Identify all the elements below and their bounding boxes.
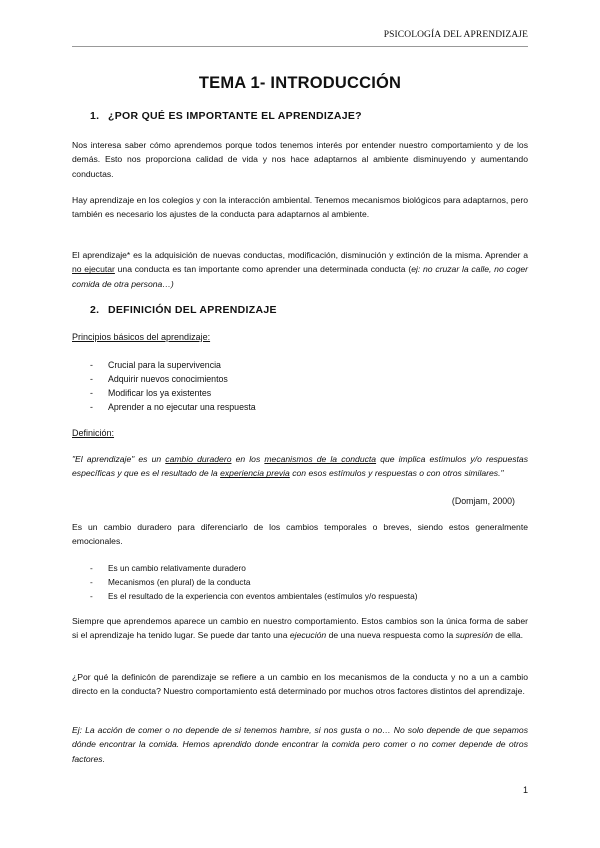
section1-paragraph-1: Nos interesa saber cómo aprendemos porque todos tenemos interés por entender nuestro comportamiento y de los demás. Esto nos proporciona calidad de vida y nos hace adaptarnos al ambiente disminuyendo y aumentando conductas.	[72, 140, 528, 179]
list-item: - Mecanismos (en plural) de la conducta	[90, 575, 417, 589]
list-item: - Aprender a no ejecutar una respuesta	[90, 400, 256, 414]
question-paragraph: ¿Por qué la definicón de parendizaje se refiere a un cambio en los mecanismos de la conducta y no a un a cambio directo en la conducta? Nuestro comportamiento está determinado por muchos otros factores distintos del aprendizaje.	[72, 672, 528, 697]
citation: (Domjam, 2000)	[451, 496, 515, 506]
change-ejecucion: ejecución	[289, 630, 327, 641]
def-underline-2: mecanismos de la conducta	[264, 454, 377, 464]
p3-text-b: una conducta es tan importante como aprender una determinada conducta (	[114, 264, 412, 275]
list-item: - Es un cambio relativamente duradero	[90, 561, 417, 575]
features-list	[90, 561, 417, 603]
section1-heading	[90, 110, 362, 122]
change-text-c: de ella.	[492, 630, 524, 641]
section2-heading-text: DEFINICIÓN DEL APRENDIZAJE	[108, 304, 277, 316]
principles-title: Principios básicos del aprendizaje:	[72, 332, 211, 342]
list-item: - Adquirir nuevos conocimientos	[90, 372, 256, 386]
durable-paragraph: Es un cambio duradero para diferenciarlo de los cambios temporales o breves, siendo estos generalmente emocionales.	[72, 522, 528, 547]
example-paragraph: Ej: La acción de comer o no depende de si tenemos hambre, si nos gusta o no… No solo depende de que sepamos dónde encontrar la comida. Hemos aprendido donde encontrar la comida pero comer o no comer depende de otros factores.	[72, 725, 528, 764]
p3-underlined: no ejecutar	[72, 264, 115, 275]
def-text-4: con esos estímulos y respuestas o con otros similares."	[289, 468, 504, 479]
page-number: 1	[522, 785, 528, 795]
header-rule	[72, 46, 528, 47]
def-text-3: que implica estímulos y/o respuestas específicas y que es el resultado de la	[72, 454, 528, 479]
p3-text-c: : no cruzar la calle, no coger comida de otra persona…)	[72, 264, 528, 289]
section2-number: 2.	[90, 304, 100, 316]
page-title: TEMA 1- INTRODUCCIÓN	[198, 74, 402, 92]
change-paragraph	[72, 614, 528, 643]
def-underline-1: cambio duradero	[165, 454, 232, 464]
p3-ej: ej	[411, 264, 418, 275]
section1-paragraph-3	[72, 248, 528, 291]
def-underline-3: experiencia previa	[220, 468, 290, 479]
change-supresion: supresión	[455, 630, 493, 641]
change-text-a: Siempre que aprendemos aparece un cambio en nuestro comportamiento. Estos cambios son la única forma de saber si el aprendizaje ha tenido lugar. Se puede dar tanto una	[72, 616, 528, 641]
section1-heading-text: ¿POR QUÉ ES IMPORTANTE EL APRENDIZAJE?	[108, 110, 362, 122]
principles-list	[90, 358, 256, 414]
list-item: - Crucial para la supervivencia	[90, 358, 256, 372]
section1-number: 1.	[90, 110, 100, 122]
p3-text-a: El aprendizaje* es la adquisición de nuevas conductas, modificación, disminución y extinción de la misma. Aprender a	[72, 250, 528, 260]
def-text-1: "El aprendizaje" es un	[72, 454, 166, 464]
list-item: - Es el resultado de la experiencia con eventos ambientales (estímulos y/o respuesta)	[90, 589, 417, 603]
change-text-b: de una nueva respuesta como la	[326, 630, 456, 641]
running-header: PSICOLOGÍA DEL APRENDIZAJE	[383, 30, 528, 40]
section2-heading	[90, 304, 277, 316]
definition-title: Definición:	[72, 428, 115, 438]
def-text-2: en los	[231, 454, 265, 464]
section1-paragraph-2: Hay aprendizaje en los colegios y con la interacción ambiental. Tenemos mecanismos biológicos para adaptarnos, pero también es necesario los ajustes de la conducta para adaptarnos al ambiente.	[72, 195, 528, 220]
definition-quote	[72, 452, 528, 481]
list-item: - Modificar los ya existentes	[90, 386, 256, 400]
